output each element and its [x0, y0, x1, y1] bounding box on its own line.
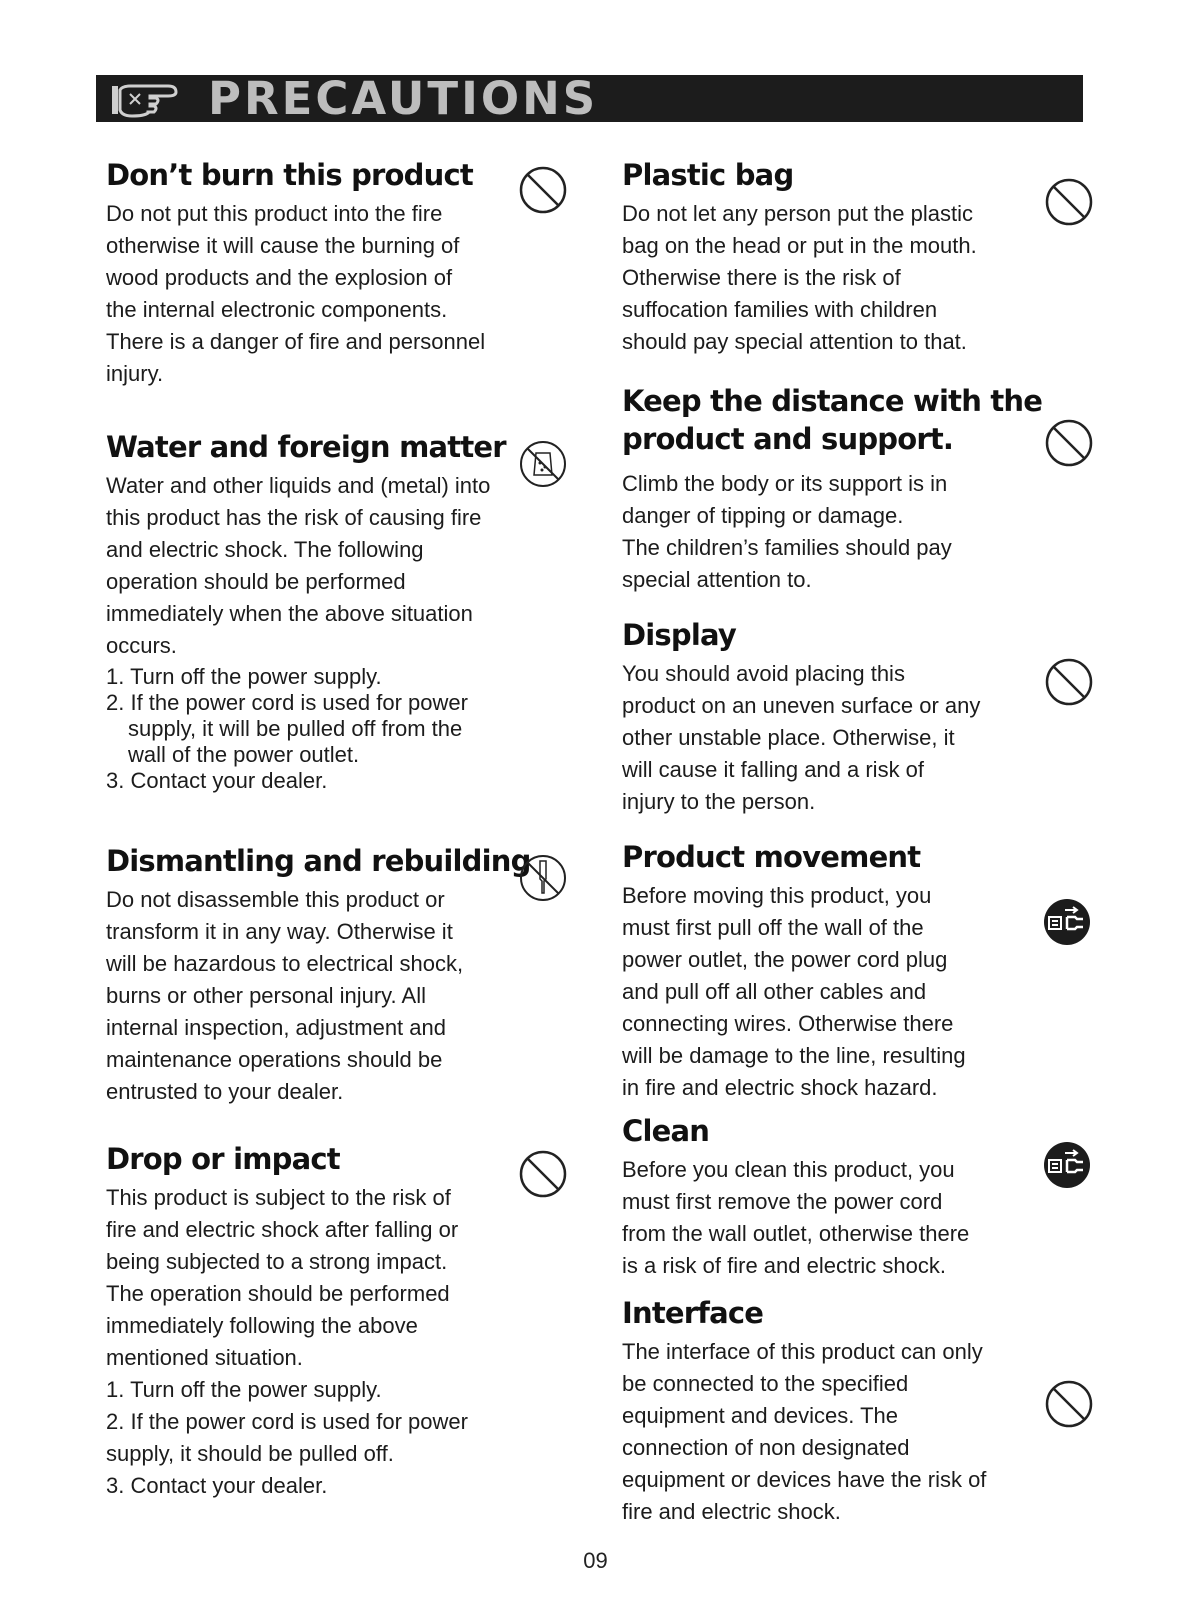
- prohibited-icon: [518, 165, 568, 215]
- section-title: Product movement: [622, 840, 921, 874]
- text-line: The children’s families should pay: [622, 535, 952, 560]
- section-title: [622, 382, 1042, 458]
- text-line: mentioned situation.: [106, 1345, 303, 1370]
- text-line: special attention to.: [622, 567, 812, 592]
- text-line: burns or other personal injury. All: [106, 983, 426, 1008]
- text-line: internal inspection, adjustment and: [106, 1015, 446, 1040]
- text-line: This product is subject to the risk of: [106, 1185, 451, 1210]
- text-line: being subjected to a strong impact.: [106, 1249, 448, 1274]
- section-title: Clean: [622, 1114, 710, 1148]
- text-line: danger of tipping or damage.: [622, 503, 904, 528]
- prohibited-icon: [1044, 657, 1094, 707]
- text-line: suffocation families with children: [622, 297, 938, 322]
- text-line: and pull off all other cables and: [622, 979, 927, 1004]
- section-title: Water and foreign matter: [106, 430, 506, 464]
- text-line: and electric shock. The following: [106, 537, 424, 562]
- section-text: [106, 470, 506, 662]
- text-line: The operation should be performed: [106, 1281, 450, 1306]
- section-text: [622, 468, 1042, 596]
- pointing-hand-icon: [110, 80, 186, 118]
- section-text: [106, 198, 485, 390]
- step-item: 2. If the power cord is used for power: [106, 690, 468, 715]
- text-line: Climb the body or its support is in: [622, 471, 948, 496]
- text-line: transform it in any way. Otherwise it: [106, 919, 453, 944]
- section-interface: [622, 1294, 986, 1528]
- section-title: Display: [622, 618, 736, 652]
- text-line: will cause it falling and a risk of: [622, 757, 925, 782]
- text-line: fire and electric shock after falling or: [106, 1217, 459, 1242]
- no-disassembly-icon: [518, 853, 568, 903]
- section-text: [622, 1336, 986, 1528]
- text-line: Before moving this product, you: [622, 883, 932, 908]
- section-text: [622, 880, 966, 1104]
- section-text: [622, 1154, 969, 1282]
- section-title-line: Keep the distance with the: [622, 384, 1043, 418]
- text-line: The interface of this product can only: [622, 1339, 983, 1364]
- section-text: [106, 884, 531, 1108]
- text-line: will be damage to the line, resulting: [622, 1043, 966, 1068]
- text-line: immediately when the above situation: [106, 601, 473, 626]
- text-line: connection of non designated: [622, 1435, 910, 1460]
- text-line: should pay special attention to that.: [622, 329, 967, 354]
- step-item: 3. Contact your dealer.: [106, 768, 328, 793]
- section-text: [622, 198, 977, 358]
- step-item: 3. Contact your dealer.: [106, 1473, 328, 1498]
- text-line: Water and other liquids and (metal) into: [106, 473, 491, 498]
- section-title: Dismantling and rebuilding: [106, 844, 531, 878]
- section-title: Drop or impact: [106, 1142, 340, 1176]
- section-keep-distance: [622, 382, 1042, 596]
- text-line: connecting wires. Otherwise there: [622, 1011, 954, 1036]
- text-line: otherwise it will cause the burning of: [106, 233, 460, 258]
- text-line: product on an uneven surface or any: [622, 693, 981, 718]
- step-item: supply, it should be pulled off.: [106, 1441, 394, 1466]
- header-bar: [96, 72, 1083, 125]
- section-plastic-bag: [622, 156, 977, 358]
- text-line: You should avoid placing this: [622, 661, 905, 686]
- prohibited-icon: [1044, 1379, 1094, 1429]
- text-line: Otherwise there is the risk of: [622, 265, 901, 290]
- text-line: power outlet, the power cord plug: [622, 947, 948, 972]
- text-line: Do not disassemble this product or: [106, 887, 445, 912]
- section-text: [622, 658, 980, 818]
- text-line: Do not put this product into the fire: [106, 201, 443, 226]
- text-line: bag on the head or put in the mouth.: [622, 233, 977, 258]
- text-line: must first pull off the wall of the: [622, 915, 924, 940]
- step-item: 1. Turn off the power supply.: [106, 664, 382, 689]
- unplug-icon: [1043, 1141, 1091, 1189]
- text-line: equipment or devices have the risk of: [622, 1467, 987, 1492]
- text-line: other unstable place. Otherwise, it: [622, 725, 955, 750]
- step-item: 2. If the power cord is used for power: [106, 1409, 468, 1434]
- text-line: Before you clean this product, you: [622, 1157, 955, 1182]
- text-line: equipment and devices. The: [622, 1403, 898, 1428]
- text-line: from the wall outlet, otherwise there: [622, 1221, 970, 1246]
- prohibited-icon: [1044, 418, 1094, 468]
- text-line: occurs.: [106, 633, 177, 658]
- text-line: wood products and the explosion of: [106, 265, 453, 290]
- text-line: injury.: [106, 361, 164, 386]
- text-line: the internal electronic components.: [106, 297, 448, 322]
- section-title: Plastic bag: [622, 158, 794, 192]
- text-line: There is a danger of fire and personnel: [106, 329, 486, 354]
- step-item: wall of the power outlet.: [128, 742, 360, 767]
- text-line: maintenance operations should be: [106, 1047, 443, 1072]
- no-liquid-icon: [518, 439, 568, 489]
- section-dismantling: [106, 842, 531, 1108]
- section-product-movement: [622, 838, 966, 1104]
- section-title-line: product and support.: [622, 422, 954, 456]
- section-drop-impact: [106, 1140, 468, 1502]
- page-number: 09: [583, 1548, 608, 1573]
- section-title: Don’t burn this product: [106, 158, 473, 192]
- section-water-foreign-matter: [106, 428, 506, 794]
- unplug-icon: [1043, 898, 1091, 946]
- section-title: Interface: [622, 1296, 764, 1330]
- text-line: entrusted to your dealer.: [106, 1079, 344, 1104]
- section-dont-burn: [106, 156, 485, 390]
- text-line: fire and electric shock.: [622, 1499, 841, 1524]
- text-line: operation should be performed: [106, 569, 406, 594]
- text-line: Do not let any person put the plastic: [622, 201, 973, 226]
- text-line: this product has the risk of causing fire: [106, 505, 482, 530]
- text-line: be connected to the specified: [622, 1371, 909, 1396]
- page-title: PRECAUTIONS: [208, 72, 599, 125]
- text-line: must first remove the power cord: [622, 1189, 943, 1214]
- text-line: will be hazardous to electrical shock,: [106, 951, 464, 976]
- section-clean: [622, 1112, 969, 1282]
- text-line: in fire and electric shock hazard.: [622, 1075, 938, 1100]
- prohibited-icon: [518, 1149, 568, 1199]
- step-item: supply, it will be pulled off from the: [128, 716, 463, 741]
- text-line: injury to the person.: [622, 789, 816, 814]
- text-line: immediately following the above: [106, 1313, 418, 1338]
- prohibited-icon: [1044, 177, 1094, 227]
- text-line: is a risk of fire and electric shock.: [622, 1253, 947, 1278]
- section-text: [106, 1182, 468, 1502]
- steps-list: [106, 664, 506, 794]
- step-item: 1. Turn off the power supply.: [106, 1377, 382, 1402]
- section-display: [622, 616, 980, 818]
